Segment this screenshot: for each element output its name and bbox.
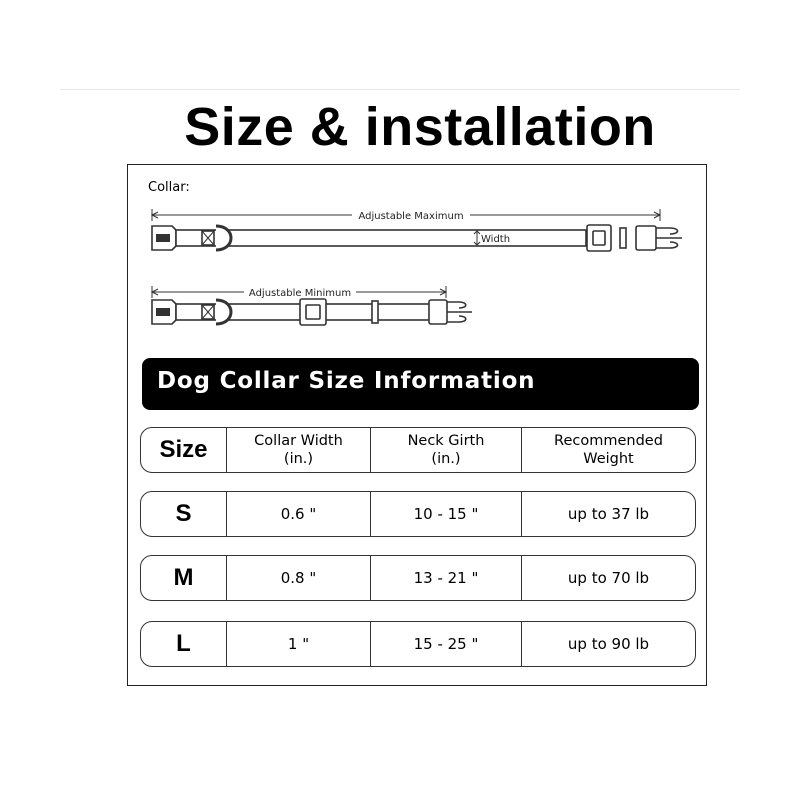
weight-cell [521,622,695,666]
neck-girth-value: 15 - 25 " [413,635,479,653]
header-recommended-weight: Recommended Weight [554,433,663,467]
header-cell [141,428,226,472]
header-cell [226,428,370,472]
top-divider [60,89,740,90]
collar-width-cell [226,622,370,666]
neck-girth-cell [370,622,521,666]
size-cell [141,622,226,666]
collar-min-illustration [152,299,472,325]
header-collar-width: Collar Width (in.) [254,433,343,467]
header-cell [521,428,695,472]
adjustable-minimum-label: Adjustable Minimum [248,288,352,299]
banner-title: Dog Collar Size Information [157,368,536,394]
size-cell [141,492,226,536]
size-cell [141,556,226,600]
table-header-row [140,427,696,473]
header-size: Size [159,436,208,463]
size-value: M [173,564,194,591]
table-row [140,491,696,537]
weight-cell [521,556,695,600]
neck-girth-cell [370,492,521,536]
collar-width-value: 0.6 " [280,505,317,523]
weight-cell [521,492,695,536]
collar-diagram [140,200,700,340]
size-value: S [175,500,192,527]
adjustable-maximum-label: Adjustable Maximum [358,211,464,222]
collar-width-cell [226,556,370,600]
collar-width-value: 1 " [287,635,310,653]
width-label: Width [481,234,511,245]
size-info-banner [142,358,699,410]
header-neck-girth: Neck Girth (in.) [407,433,485,467]
collar-width-cell [226,492,370,536]
size-value: L [176,630,191,657]
neck-girth-value: 10 - 15 " [413,505,479,523]
weight-value: up to 70 lb [567,569,650,587]
collar-width-value: 0.8 " [280,569,317,587]
page-title: Size & installation [184,97,656,157]
header-cell [370,428,521,472]
neck-girth-value: 13 - 21 " [413,569,479,587]
neck-girth-cell [370,556,521,600]
weight-value: up to 90 lb [567,635,650,653]
table-row [140,621,696,667]
collar-label: Collar: [148,180,190,195]
collar-max-illustration [152,225,682,251]
weight-value: up to 37 lb [567,505,650,523]
table-row [140,555,696,601]
